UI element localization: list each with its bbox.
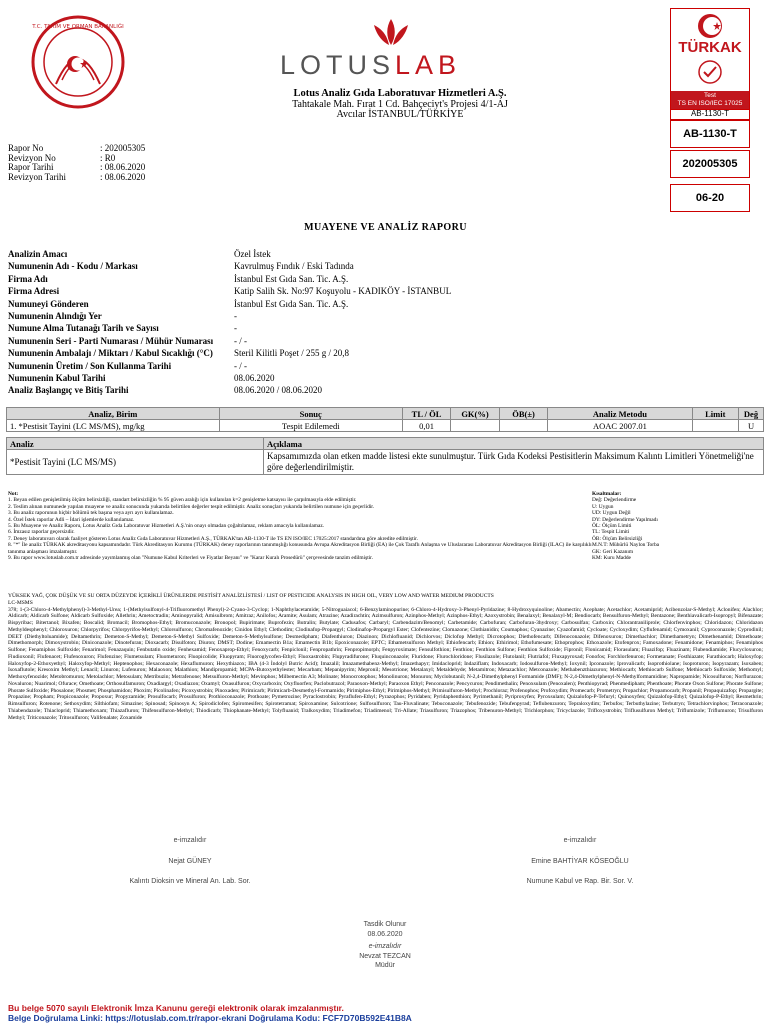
- turkak-standard-band: [671, 91, 749, 109]
- info-label: Numunenin Alındığı Yer: [8, 310, 102, 321]
- note-item: 1. Beyan edilen genişletilmiş ölçüm belirsizliği, standart belirsizliğin % 95 güven aralığı için kullanılan k=2 genişletme katsayısı ile çarpılmasıyla elde edilmiştir.: [8, 497, 357, 504]
- turkak-crescent-icon: [695, 12, 725, 40]
- col-header: Limit: [692, 408, 739, 420]
- abbreviations-title: Kısaltmalar:: [592, 491, 622, 497]
- turkak-logo-text: TÜRKAK: [678, 39, 742, 56]
- abbreviation-item: U: Uygun: [592, 503, 614, 510]
- cell-explanation: Kapsamımızda olan etken madde listesi ekte sunulmuştur. Türk Gıda Kodeksi Pestisitlerin Maksimum Kalıntı Limitleri Yönetmeliği'ne göre değerlendirilmiştir.: [264, 450, 764, 475]
- meta-label: Revizyon No: [8, 152, 56, 163]
- signature-status: e-imzalıdır: [368, 943, 402, 950]
- info-row: [8, 285, 451, 297]
- info-label: Numunenin Üretim / Son Kullanma Tarihi: [8, 360, 172, 371]
- note-item: 7. Deney laboratuvarı olarak faaliyet gösteren Lotus Analiz Gıda Laboratuvar Hizmetleri A.Ş., TÜRKAK'tan AB-1130-T ile TS EN ISO/IEC 17025:2017 standardına göre akredite edilmiştir.: [8, 535, 418, 542]
- info-value: Katip Salih Sk. No:97 Koşuyolu - KADIKÖY - İSTANBUL: [234, 286, 452, 297]
- brand-name-part2: LAB: [395, 50, 462, 80]
- info-label: Numune Alma Tutanağı Tarih ve Sayısı: [8, 323, 159, 334]
- abbreviation-item: M.N.T: Mühürlü Naylon Torba: [592, 542, 660, 549]
- check-icon: [696, 59, 724, 85]
- notes: [8, 491, 598, 561]
- info-label: Numuneyi Gönderen: [8, 298, 89, 309]
- info-value: - / -: [234, 360, 247, 371]
- footer: [8, 1003, 412, 1023]
- results-header-row: [7, 408, 764, 420]
- meta-value: : R0: [100, 152, 116, 163]
- turkak-test-label: Test: [704, 92, 716, 99]
- abbreviation-item: KM: Kuru Madde: [592, 555, 631, 562]
- info-row: [8, 260, 451, 272]
- table-row: [7, 420, 764, 432]
- svg-text:T.C. TARIM VE ORMAN BAKANLIĞI: T.C. TARIM VE ORMAN BAKANLIĞI: [32, 24, 124, 30]
- cell-limit-detection: 0,01: [402, 420, 450, 432]
- signatory-name: Nejat GÜNEY: [168, 858, 212, 865]
- signature-status: e-imzalıdır: [563, 837, 597, 844]
- info-label: Firma Adresi: [8, 286, 60, 297]
- signatory-title: Numune Kabul ve Rap. Bir. Sor. V.: [526, 878, 634, 885]
- note-item: 6. İmzasız raporlar geçersizdir.: [8, 529, 75, 536]
- info-label: Analizin Amacı: [8, 249, 68, 259]
- cell-limit: [692, 420, 739, 432]
- approval-date: 08.06.2020: [367, 930, 403, 938]
- signature-left: [90, 837, 290, 885]
- pesticide-list-subtitle: LC-MSMS: [8, 599, 33, 606]
- info-label: Numunenin Ambalajı / Miktarı / Kabul Sıcaklığı (°C): [8, 348, 213, 359]
- signatory-name: Emine BAHTİYAR KÖSEOĞLU: [531, 858, 629, 865]
- company-info: [200, 89, 600, 121]
- turkak-badge: [670, 8, 750, 110]
- results-table: [6, 407, 764, 432]
- signature-status: e-imzalıdır: [173, 837, 207, 844]
- signature-center: [285, 920, 485, 971]
- e-signature-notice: Bu belge 5070 sayılı Elektronik İmza Kanunu gereği elektronik olarak imzalanmıştır.: [8, 1003, 344, 1013]
- info-value: 08.06.2020 / 08.06.2020: [234, 385, 323, 396]
- report-title: MUAYENE VE ANALİZ RAPORU: [304, 222, 467, 233]
- signatory-title: Kalıntı Dioksin ve Mineral An. Lab. Sor.: [129, 878, 251, 885]
- info-value: Özel İstek: [234, 249, 271, 259]
- note-item: 8. "*" İle analiz TÜRKAK akreditasyonu kapsamındadır. Türk Akreditasyon Kurumu (TÜRKAK) deney raporlarının tanınmışlığı konusunda Avrupa Akreditasyon Birliği (EA) ile Çok Taraflı Anlaşma ve Uluslararası Laboratuvar Akreditasyon Birliği (ILAC) ile karşılıklı tanınma anlaşması imzalamıştır.: [8, 542, 592, 555]
- info-row: [8, 248, 451, 260]
- explanation-table: [6, 437, 764, 475]
- info-value: İstanbul Est Gıda San. Tic. A.Ş.: [234, 298, 349, 309]
- meta-label: Rapor No: [8, 143, 44, 153]
- info-value: -: [234, 310, 237, 321]
- abbreviation-item: ÖB: Ölçüm Belirsizliği: [592, 535, 643, 542]
- explanation-header-row: [7, 438, 764, 450]
- note-item: 9. Bu rapor www.lotuslab.com.tr adresinde yayımlanmış olan "Numune Kabul Kriterleri ve Fiyatlar Beyanı" ve "Karar Kuralı Prosedürü" çerçevesinde tanzim edilmiştir.: [8, 555, 374, 562]
- revision-box: 06-20: [670, 184, 750, 212]
- notes-title: Not:: [8, 491, 19, 497]
- info-row: [8, 273, 451, 285]
- info-label: Numunenin Adı - Kodu / Markası: [8, 261, 138, 272]
- report-meta: [8, 144, 145, 182]
- table-row: [7, 450, 764, 475]
- turkak-code: AB-1130-T: [670, 108, 750, 120]
- abbreviation-item: DY: Değerlendirme Yapılmadı: [592, 516, 658, 523]
- pesticide-list-title: YÜKSEK YAĞ, ÇOK DÜŞÜK VE SU ORTA DÜZEYDE İÇERİKLİ ÜRÜNLERDE PESTİSİT ANALİZLİSTESİ / LIST OF PESTICIDE ANALYSIS IN HIGH OIL, VERY LOW AND WATER MEDIUM PRODUCTS: [8, 593, 494, 599]
- info-value: 08.06.2020: [234, 372, 275, 383]
- brand-name-part1: LOTUS: [280, 50, 396, 80]
- ministry-seal-logo: [26, 14, 130, 110]
- info-row: [8, 347, 451, 359]
- note-item: 5. Bu Muayene ve Analiz Raporu, Lotus Analiz Gıda Laboratuvar Hizmetleri A.Ş.'nin onayı olmadan çoğaltılamaz, reklam amacıyla kullanılamaz.: [8, 523, 325, 530]
- cell-recovery: [451, 420, 500, 432]
- info-value: Kavrulmuş Fındık / Eski Tadında: [234, 261, 354, 272]
- info-label: Firma Adı: [8, 273, 48, 284]
- info-value: - / -: [234, 335, 247, 346]
- company-name: Lotus Analiz Gıda Laboratuvar Hizmetleri A.Ş.: [293, 88, 507, 99]
- note-item: 3. Bu analiz raporunun hiçbir bölümü tek başına veya ayrı ayrı kullanılamaz.: [8, 510, 174, 517]
- abbreviation-item: Değ: Değerlendirme: [592, 497, 637, 504]
- signatory-name: Nevzat TEZCAN: [359, 952, 411, 960]
- note-item: 4. Özel İstek raporlar Adli – İdari işlemlerde kullanılamaz.: [8, 516, 135, 523]
- info-row: [8, 360, 451, 372]
- info-row: [8, 310, 451, 322]
- col-header: Analiz Metodu: [548, 408, 692, 420]
- col-header: Değ: [739, 408, 764, 420]
- meta-label: Rapor Tarihi: [8, 162, 54, 173]
- col-header: Analiz: [7, 438, 264, 450]
- info-label: Analiz Başlangıç ve Bitiş Tarihi: [8, 385, 129, 396]
- meta-value: : 202005305: [100, 143, 146, 153]
- info-row: [8, 335, 451, 347]
- cell-analysis: *Pestisit Tayini (LC MS/MS): [7, 450, 264, 475]
- info-row: [8, 384, 451, 396]
- cell-method: AOAC 2007.01: [548, 420, 692, 432]
- col-header: TL / ÖL: [402, 408, 450, 420]
- info-row: [8, 322, 451, 334]
- cell-analysis: 1. *Pestisit Tayini (LC MS/MS), mg/kg: [7, 420, 220, 432]
- company-address-line1: Tahtakale Mah. Fırat 1 Cd. Bahçeciyt's Projesi 4/1-AJ: [292, 98, 508, 110]
- accreditation-number-box: AB-1130-T: [670, 120, 750, 148]
- meta-value: : 08.06.2020: [100, 162, 146, 173]
- col-header: ÖB(±): [499, 408, 548, 420]
- turkak-standard: TS EN ISO/IEC 17025: [677, 100, 743, 107]
- meta-value: : 08.06.2020: [100, 171, 146, 182]
- info-label: Numunenin Kabul Tarihi: [8, 372, 106, 383]
- cell-evaluation: U: [739, 420, 764, 432]
- col-header: Sonuç: [219, 408, 402, 420]
- cell-uncertainty: [499, 420, 548, 432]
- signatory-title: Müdür: [375, 962, 395, 969]
- lotus-flower-icon: [370, 17, 412, 49]
- col-header: Açıklama: [264, 438, 764, 450]
- meta-label: Revizyon Tarihi: [8, 171, 66, 182]
- abbreviations: [592, 491, 762, 561]
- brand-logo: [280, 50, 510, 82]
- abbreviation-item: UD: Uygun Değil: [592, 510, 631, 517]
- col-header: GK(%): [451, 408, 500, 420]
- meta-row: [8, 173, 145, 183]
- pesticide-list-text: 378; 1-(3-Chloro-4-Methylphenyl)-3-Methyl-Urea; 1-(Methylsulfonyl-4-Trifluoromethyl Phenyl)-2-Cyano-3-Cyclop; 1-Naphthylacetamide; 5-Nitroguaiacol; 6-Benzylaminopurine; 6-Chloro-4-Hydroxy-3-Phenyl-Pyridazine; 8-Hydroxyquinoline; Abamectin; Acephate; Acetachlor; Acetamiprid; Acibenzolar-S-Methyl; Aclonifen; Alachlor; Aldicarb; Aldicarb Sulfone; Aldicarb Sulfoxide; Allethrin; Ametoctradin; Aminopyralid; Amisulbrom; Amitraz; Anilofos; Aramite; Asulam; Atrazine; Azadirachtin; Azimsulfuron; Azinphos-Methyl; Azinphos-Ethyl; Azoxystrobin; Benalaxyl; Benalaxyl-M; Bendiocarb; Bensulfuron-Methyl; Bentazone; Benthiavalicarb-Isopropyl; Bifenazate; Bispyribac; Bitertanol; Bixafen; Boscalid; Bromacil; Bromophos-Ethyl; Bromuconazole; Bronopol; Bupirimate; Buprofezin; Butralin; Butylate; Cadusafos; Carbaryl; Carbendazim/Benomyl; Carbetamide; Carbofuran; Carbofuran-3hydroxy; Carbosulfan; Carboxin; Chlorantraniliprole; Chlorfenvinphos; Chloridazon; Chloridazon Methyldesphenyl; Chloroxuron; Chlorpyrifos; Chlorpyrifos-Methyl; Chlorsulfuron; Chromafenozide; Cinidon Ethyl; Clethodim; Clodinafop-Propargyl; Clodinafop-Propargyl Ester; Clofentezine; Clomazone; Clothianidin; Coumaphos; Cyanazine; Cyazofamid; Cycloate; Cycloxydim; Cyflufenamid; Cymoxanil; Cyproconazole; Cyprodinil; DEET (Diethyltoluamide); Deltamethrin; Demeton-S-Methyl; Demeton-S-Methyl Sulfoxide; Demeton-S-Methylsulfone; Desmedipham; Diafenthiuron; Diazinon; Dichlofluanid; Dichlorvos; Diclofop Methyl; Dicrotophos; Diethofencarb; Difenoconazole; Difenoxuron; Dimethachlor; Dimethametryn; Dimethenamid; Dimethoate; Dimethomorph; Dimoxystrobin; Diniconazole; Dinotefuran; Dioxacarb; Disulfoton; Diuron; DMST; Dodine; Emamectin B1a; Emamectin B1b; Epoxiconazole; EPTC; Ethametsulfuron Methyl; Ethiofencarb; Ethion; Ethirimol; Ethofumesate; Ethoprophos; Ethoxazole; Etofenprox; Famoxadone; Fenamidone; Fenamiphos; Fenamiphos Sulfone; Fenamiphos Sulfoxide; Fenarimol; Fenazaquin; Fenbutatin oxide; Fenhexamid; Fenoxaprop-Ethyl; Fenoxycarb; Fenpiclonil; Fenpropathrin; Fenpropimorph; Fenpyroximate; Fensulfothion; Fenthion; Fenthion Sulfone; Fenthion Sulfoxide; Fipronil; Flonicamid; Florasulam; Fluazifop; Fluazinam; Flubendiamide; Flucycloxuron; Fludioxonil; Flufenacet; Flufenoxuron; Flufenzine; Flumetsulam; Fluometuron; Fluopicolide; Fluopyram; Fluoroglycofen-Ethyl; Fluoxastrobin; Flupyradifurone; Fluquinconazole; Fluridone; Flurochloridone; Flusilazole; Flutolanil; Flutriafol; Fluxapyroxad; Fonofos; Forchlorfenuron; Formetanate; Fosthiazate; Furathiocarb; Haloxyfop; Haloxyfop-2-Ethoxyethyl; Haloxyfop-Methyl; Heptenophos; Hexaconazole; Hexaflumuron; Hexythiazox; IBA (4-3 İndolyl Butric Acid); Imazalil; Imazamethabenz-Methyl; Imazethapyr; Imidacloprid; Indaziflam; Indoxacarb; Iodosulfuron-Methyl; Ioxynil; Ipconazole; Iprovalicarb; Isoprothiolane; Isoproturon; Isopyrazam; Isoxaben; Isoxaflutole; Kresoxim Methyl; Lenacil; Linuron; Lufenuron; Malaoxon; Malathion; Mandipropamid; MCPA-Butoxyethylester; Mecarbam; Mepanipyrim; Mepronil; Mesotrione; Metalaxyl; Metaldehyde; Metamitron; Metazachlor; Metconazole; Methabenzthiazuron; Methiocarb; Methiocarb Sulfone; Methiocarb Sulfoxide; Methomyl; Methoxyfenozide; Metobromuron; Metolachlor; Metosulam; Metribuzin; Metrafenone; Metsulfuron-Methyl; Mevinphos; Milbemectin A3; Molinate; Monocrotophos; Monolinuron; Monuron; Myclobutanil; N-2,4-Dimethylphenyl Formamide (DMF); N-2,4-Dimethylphenyl-N-Methylformamidine; Napropamide; Nicosulfuron; Norflurazon; Novaluron; Nuarimol; Ofurace; Omethoate; Orthosulfamuron; Oxadiargyl; Oxadiazon; Oxamyl; Oxasulfuron; Oxycarboxin; Oxyfluorfen; Paclobutrazol; Paraoxon-Methyl; Paraoxon Ethyl; Penconazole; Pencycuron; Pendimethalin; Penoxsulam (Penoxalen); Penthiopyrad; Phenmedipham; Phenthoate; Phorate Oxon Sulfone; Phorate Sulfone; Phorate Sulfoxide; Phosalone; Phosmet; Phosphamidon; Phoxim; Picolinafen; Picoxystrobin; Pinoxaden; Pirimicarb; Pirimicarb-Desmethyl-Formamido; Pirimiphos-Ethyl; Pirimiphos-Methyl; Primisulfuron-Methyl; Prochloraz; Profenophos; Profoxydim; Promecarb; Prometryn; Propachlor; Propamocarb; Propanil; Propaquizafop; Propargite; Propazine; Propham; Propiconazole; Propoxur; Propyzamide; Prosulfocarb; Prosulfuron; Prothioconazole; Prothoate; Pymetrozine; Pyraclostrobin; Pyraflufen-Ethyl; Pyrazophos; Pyridaben; Pyridaphenthion; Pyrimethanil; Pyriproxyfen; Pyroxsulam; Quizalofop-P-Tefuryl; Quinoxyfen; Quizalofop-Ethyl; Quizalofop-P-Ethyl; Resmethrin; Rimsulfuron; Rotenone; Sethoxydim; Silthiofam; Simazine; Spinosad; Spinosyn A; Spirodiclofen; Spiromesifen; Spirotetramat; Spiroxamine; Sulcotrione; Sulfosulfuron; Tau-Fluvalinate; Tebuconazole; Tebufenozide; Tebufenpyrad; Teflubenzuron; Tepraloxydim; Terbufos; Terbuthylazine; Terbutryn; Tetrachlorvinphos; Tetraconazole; Thiabendazole; Thiacloprid; Thiamethoxam; Thiazafluron; Thifensulfuron-Methyl; Thiodicarb; Thiophanate-Methyl; Tolyfluanid; Tralkoxydim; Triadimefon; Triadimenol; Tri-Allate; Triasulfuron; Triazophos; Tribenuron-Methyl; Trichlorphon; Tricyclazole; Trifloxystrobin; Triflusulfuron Methyl; Triflumizole; Triflumuron; Trisulfuron Methyl; Triticonazole; Tritosulfuron; Valifenalate; Zoxamide: [8, 606, 763, 721]
- abbreviation-item: TL: Tespit Limiti: [592, 529, 630, 536]
- info-value: Steril Kilitli Poşet / 255 g / 20,8: [234, 348, 350, 359]
- info-value: İstanbul Est Gıda San. Tic. A.Ş.: [234, 273, 349, 284]
- report-number-box: 202005305: [670, 150, 750, 178]
- col-header: Analiz, Birim: [7, 408, 220, 420]
- info-row: [8, 372, 451, 384]
- verification-link[interactable]: Belge Doğrulama Linki: https://lotuslab.com.tr/rapor-ekrani Doğrulama Kodu: FCF7D70B592E41B8A: [8, 1013, 412, 1023]
- sample-info: [8, 248, 451, 397]
- signature-right: [470, 837, 690, 885]
- info-row: [8, 298, 451, 310]
- abbreviation-item: ÖL: Ölçüm Limiti: [592, 523, 632, 530]
- pesticide-list: [8, 593, 763, 721]
- company-address-line2: Avcılar İSTANBUL/TÜRKİYE: [336, 109, 464, 120]
- info-label: Numunenin Seri - Parti Numarası / Mühür Numarası: [8, 335, 214, 346]
- abbreviation-item: GK: Geri Kazanım: [592, 548, 634, 555]
- note-item: 2. Teslim alınan numunede yapılan muayene ve analiz sonucunda yukarıda belirtilen değerler tespit edilmiştir. Analiz sonuçları yukarıda belirtilen numune için geçerlidir.: [8, 503, 375, 510]
- approval-label: Tasdik Olunur: [363, 921, 407, 928]
- cell-result: Tespit Edilemedi: [219, 420, 402, 432]
- info-value: -: [234, 323, 237, 334]
